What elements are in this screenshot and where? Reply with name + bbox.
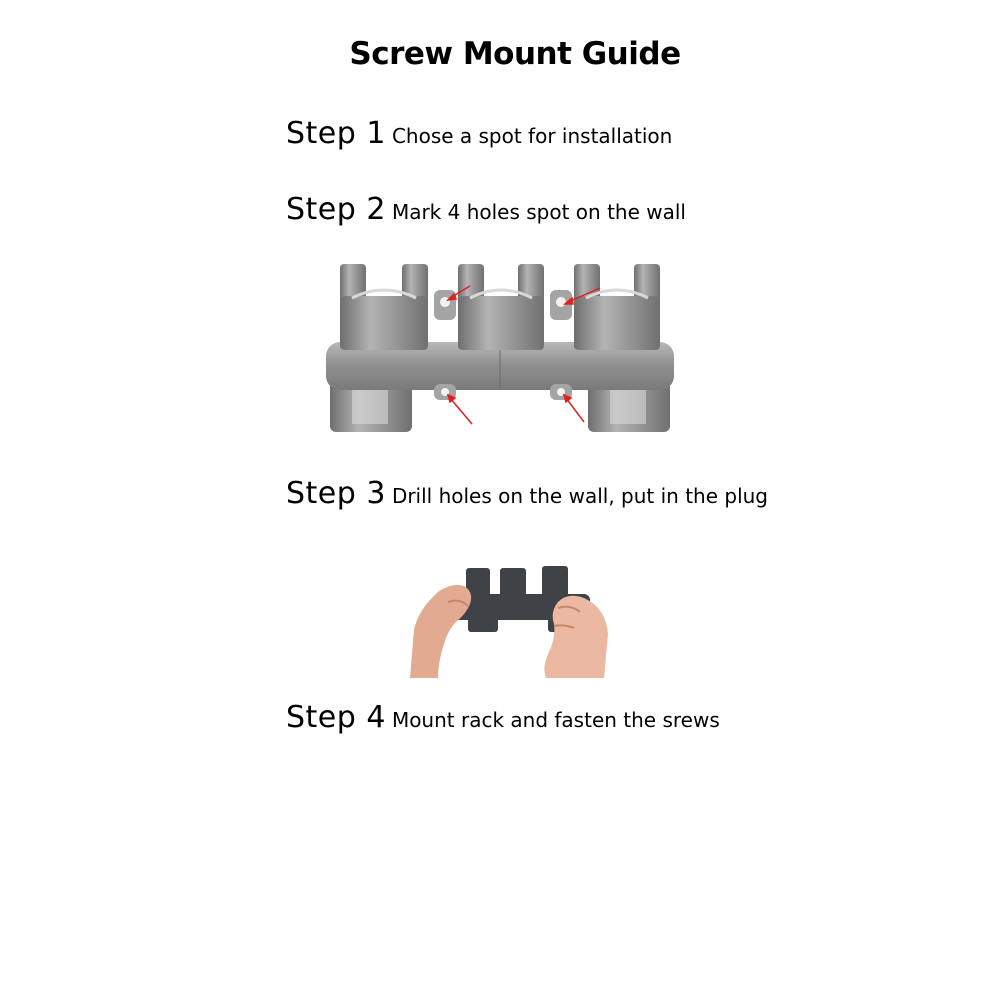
rack-drawing — [322, 258, 678, 438]
arrow-bottom-right — [566, 398, 584, 422]
step-2 — [286, 192, 686, 227]
page-title: Screw Mount Guide — [349, 36, 681, 72]
step-3 — [286, 476, 768, 511]
step-4-description: Mount rack and fasten the srews — [391, 708, 720, 732]
hands-drawing — [408, 558, 614, 680]
step-2-description: Mark 4 holes spot on the wall — [391, 200, 686, 224]
step-3-description: Drill holes on the wall, put in the plug — [391, 484, 768, 508]
step-4 — [286, 700, 720, 735]
step-3-label: Step 3 — [286, 476, 386, 511]
step-2-label: Step 2 — [286, 192, 386, 227]
arrow-bottom-left — [450, 398, 472, 424]
step-1-description: Chose a spot for installation — [391, 124, 673, 148]
top-holder-right — [574, 264, 660, 350]
top-holder-left — [340, 264, 428, 350]
rack-illustration — [322, 258, 678, 438]
top-holder-middle — [458, 264, 544, 350]
screw-tab-top-right — [550, 290, 572, 320]
step-4-label: Step 4 — [286, 700, 386, 735]
step-1 — [286, 116, 672, 151]
step-1-label: Step 1 — [286, 116, 386, 151]
hands-holding-rack-photo — [408, 558, 614, 680]
